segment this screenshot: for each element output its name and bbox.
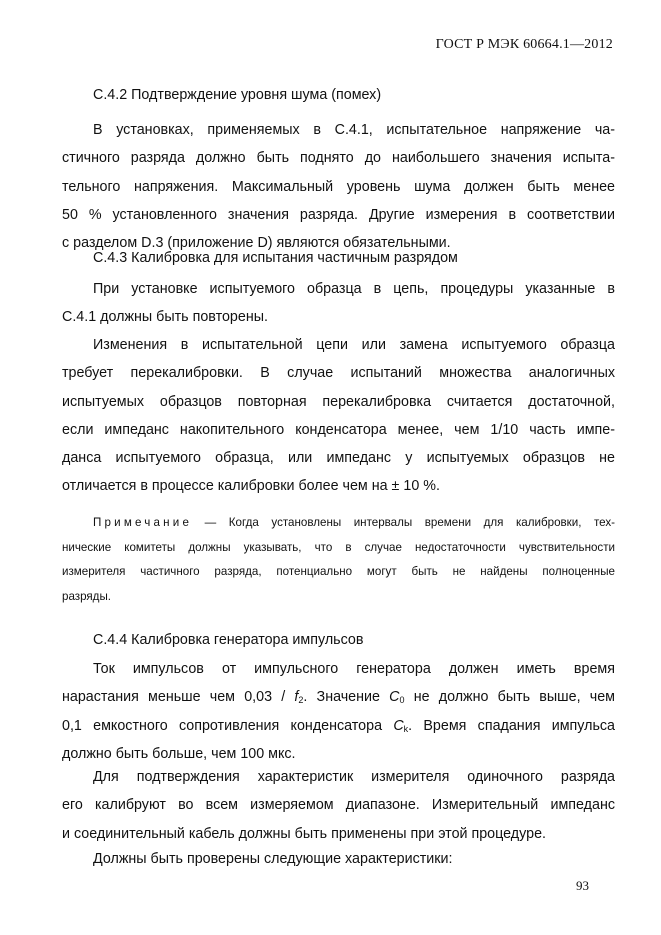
text-line: 50 % установленного значения разряда. Другие измерения в соответствии (62, 206, 615, 223)
paragraph-c43-1 (62, 275, 615, 332)
text-line: Для подтверждения характеристик измерителя одиночного разряда (93, 769, 615, 785)
paragraph-c44-3 (62, 845, 615, 873)
text-line: Ток импульсов от импульсного генератора должен иметь время (93, 661, 615, 677)
text-line: и соединительный кабель должны быть применены при этой процедуре. (62, 825, 546, 842)
section-heading-c42: С.4.2 Подтверждение уровня шума (помех) (93, 87, 382, 103)
text-line: должно быть больше, чем 100 мкс. (62, 745, 296, 762)
text-line: тельного напряжения. Максимальный уровень шума должен быть менее (62, 178, 615, 195)
text-line: отличается в процессе калибровки более чем на ± 10 %. (62, 478, 440, 495)
paragraph-c44-1 (62, 655, 615, 768)
note-text: — Когда установлены интервалы времени для калибровки, тех- (192, 516, 615, 529)
note-line (62, 511, 615, 536)
text-line: его калибруют во всем измеряемом диапазоне. Измерительный импеданс (62, 797, 615, 814)
page-number: 93 (576, 878, 589, 893)
text-line: испытуемых образцов повторная перекалибровка считается достаточной, (62, 393, 615, 410)
paragraph-c44-2 (62, 763, 615, 848)
text-line: С.4.1 должны быть повторены. (62, 309, 268, 326)
text-line: требует перекалибровки. В случае испытаний множества аналогичных (62, 365, 615, 382)
text-line: нарастания меньше чем $0,03 / f_2$. Значение $C_0$ не должно быть выше, чем (62, 689, 615, 706)
text-line: При установке испытуемого образца в цепь, процедуры указанные в (93, 281, 615, 297)
section-heading-c44: С.4.4 Калибровка генератора импульсов (93, 632, 364, 648)
note-block (62, 511, 615, 609)
text-line: Должны быть проверены следующие характеристики: (93, 851, 453, 867)
text-line: стичного разряда должно быть поднято до наибольшего значения испыта- (62, 150, 615, 167)
note-label: Примечание (93, 516, 193, 529)
text-line: В установках, применяемых в С.4.1, испытательное напряжение ча- (93, 122, 615, 138)
text-line: данса испытуемого образца, или импеданс у испытуемых образцов не (62, 450, 615, 467)
text-line: Изменения в испытательной цепи или замена испытуемого образца (93, 337, 615, 353)
section-heading-c43: С.4.3 Калибровка для испытания частичным разрядом (93, 250, 458, 266)
note-line: измерителя частичного разряда, потенциально могут быть не найдены полноценные (62, 565, 615, 578)
note-line: разряды. (62, 589, 111, 603)
note-line: нические комитеты должны указывать, что в случае недостаточности чувствительности (62, 540, 615, 554)
text-line: если импеданс накопительного конденсатора менее, чем 1/10 часть импе- (62, 421, 615, 438)
text-line: с разделом D.3 (приложение D) являются обязательными. (62, 235, 451, 252)
text-line: 0,1 емкостного сопротивления конденсатора $C_k$. Время спадания импульса (62, 717, 615, 734)
paragraph-c42 (62, 116, 615, 257)
paragraph-c43-2 (62, 331, 615, 501)
page-header: ГОСТ Р МЭК 60664.1—2012 (435, 37, 613, 52)
